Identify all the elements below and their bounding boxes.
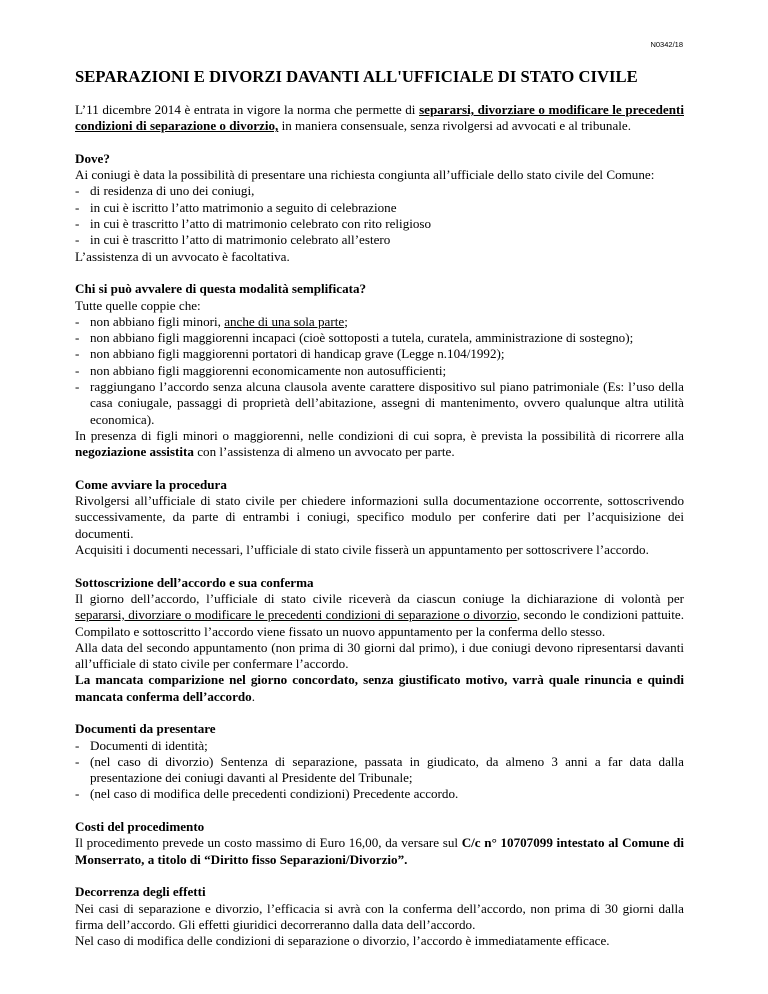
section-documenti (75, 721, 684, 802)
section-heading: Sottoscrizione dell’accordo e sua conferma (75, 574, 314, 590)
document-body (75, 102, 684, 949)
section-heading: Chi si può avvalere di questa modalità semplificata? (75, 281, 367, 297)
section-text: Il procedimento prevede un costo massimo di Euro 16,00, da versare sul C/c n° 10707099 intestato al Comune di Monserrato, a titolo di “Diritto fisso Separazioni/Divorzio”. (75, 835, 684, 867)
section-heading: Dove? (75, 150, 110, 166)
section-heading: Come avviare la procedura (75, 476, 227, 492)
list-item: - non abbiano figli minori, anche di una sola parte; (75, 314, 684, 330)
section-text: Tutte quelle coppie che: (75, 297, 201, 313)
section-text: Nel caso di modifica delle condizioni di separazione o divorzio, l’accordo è immediatamente efficace. (75, 933, 610, 949)
list-item: - non abbiano figli maggiorenni incapaci (cioè sottoposti a tutela, curatela, amministrazione di sostegno); (75, 330, 684, 346)
section-heading: Decorrenza degli effetti (75, 884, 206, 900)
list-item: - non abbiano figli maggiorenni economicamente non autosufficienti; (75, 363, 684, 379)
section-sottoscrizione (75, 575, 684, 705)
intro-paragraph: L’11 dicembre 2014 è entrata in vigore la norma che permette di separarsi, divorziare o modificare le precedenti condizioni di separazione o divorzio, in maniera consensuale, senza rivolgersi ad avvocati e al tribunale. (75, 102, 684, 134)
section-dove (75, 151, 684, 265)
list-item: - raggiungano l’accordo senza alcuna clausola avente carattere dispositivo sul piano patrimoniale (Es: l’uso della casa coniugale, passaggi di proprietà dell’abitazione, assegni di mantenimento, ovvero qualunque altra utilità economica). (75, 379, 684, 428)
page-title: SEPARAZIONI E DIVORZI DAVANTI ALL'UFFICIALE DI STATO CIVILE (75, 67, 638, 86)
section-heading: Costi del procedimento (75, 819, 205, 835)
list-item: - non abbiano figli maggiorenni portatori di handicap grave (Legge n.104/1992); (75, 346, 684, 362)
list-item: - Documenti di identità; (75, 738, 684, 754)
section-text: Alla data del secondo appuntamento (non prima di 30 giorni dal primo), i due coniugi devono ripresentarsi davanti all’ufficiale di stato civile per confermare l’accordo. (75, 639, 684, 672)
section-footer: L’assistenza di un avvocato è facoltativa. (75, 248, 290, 264)
list-item: - (nel caso di modifica delle precedenti condizioni) Precedente accordo. (75, 786, 684, 802)
section-text: Acquisiti i documenti necessari, l’ufficiale di stato civile fisserà un appuntamento per sottoscrivere l’accordo. (75, 542, 649, 558)
section-decorrenza (75, 884, 684, 949)
intro-highlight: separarsi, divorziare o modificare le precedenti condizioni di separazione o divorzio, (75, 102, 684, 134)
list-item: - (nel caso di divorzio) Sentenza di separazione, passata in giudicato, da almeno 3 anni a far data dalla presentazione dei coniugi davanti al Presidente del Tribunale; (75, 754, 684, 787)
section-text: Il giorno dell’accordo, l’ufficiale di stato civile riceverà da ciascun coniuge la dichiarazione di volontà per separarsi, divorziare o modificare le precedenti condizioni di separazione o divorzio, secondo le condizioni pattuite. Compilato e sottoscritto l’accordo viene fissato un nuovo appuntamento per la conferma dello stesso. (75, 590, 684, 639)
list-item: - di residenza di uno dei coniugi, (75, 183, 684, 199)
section-text: Ai coniugi è data la possibilità di presentare una richiesta congiunta all’ufficiale dello stato civile del Comune: (75, 167, 655, 183)
list-item: - in cui è trascritto l’atto di matrimonio celebrato all’estero (75, 232, 684, 248)
list-item: - in cui è trascritto l’atto di matrimonio celebrato con rito religioso (75, 216, 684, 232)
section-come (75, 477, 684, 558)
section-warning: La mancata comparizione nel giorno concordato, senza giustificato motivo, varrà quale rinuncia e quindi mancata conferma dell’accordo. (75, 672, 684, 704)
section-costi (75, 819, 684, 868)
section-footer: In presenza di figli minori o maggiorenni, nelle condizioni di cui sopra, è prevista la possibilità di ricorrere alla negoziazione assistita con l’assistenza di almeno un avvocato per parte. (75, 427, 684, 460)
list-item: - in cui è iscritto l’atto matrimonio a seguito di celebrazione (75, 200, 684, 216)
section-heading: Documenti da presentare (75, 721, 216, 737)
section-chi (75, 281, 684, 460)
document-code: N0342/18 (650, 40, 683, 49)
section-text: Rivolgersi all’ufficiale di stato civile per chiedere informazioni sulla documentazione occorrente, sottoscrivendo successivamente, da parte di entrambi i coniugi, specifico modulo per conferire dati per l’acquisizione dei documenti. (75, 493, 684, 541)
section-text: Nei casi di separazione e divorzio, l’efficacia si avrà con la conferma dell’accordo, non prima di 30 giorni dalla firma dell’accordo. Gli effetti giuridici decorreranno dalla data dell’accordo. (75, 900, 684, 932)
